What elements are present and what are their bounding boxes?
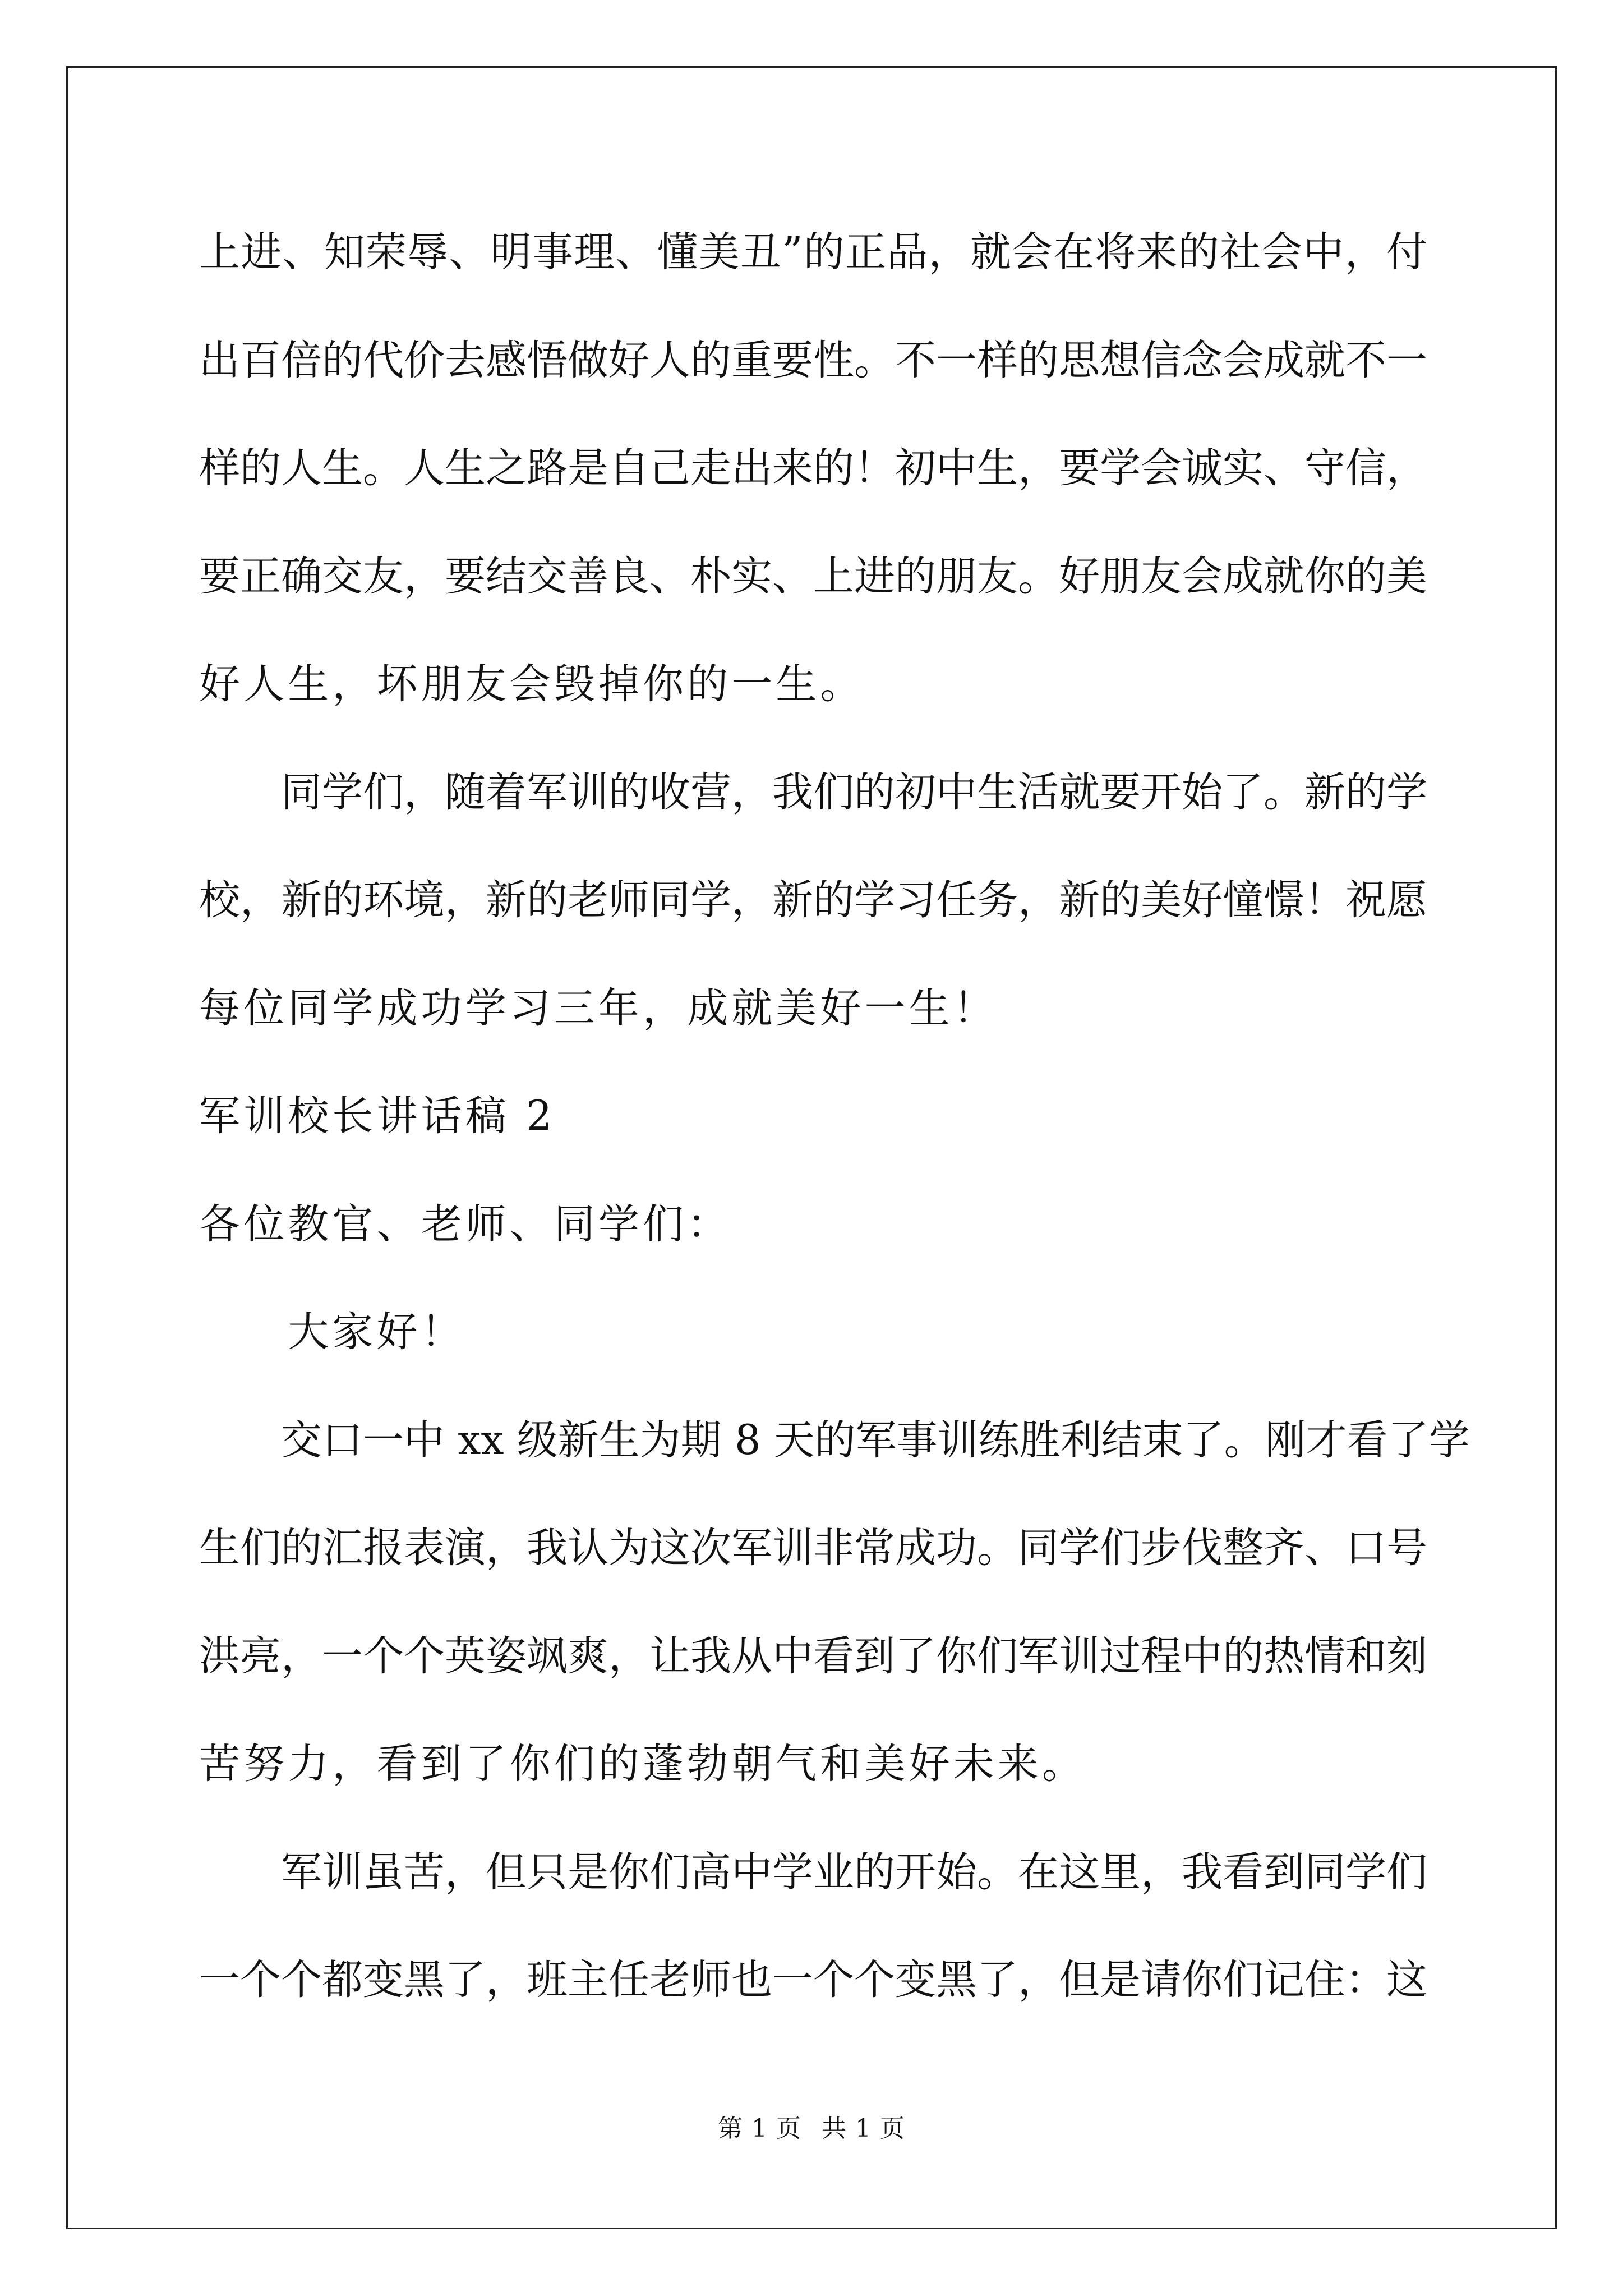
- text-line: 生们的汇报表演，我认为这次军训非常成功。同学们步伐整齐、口号: [199, 1524, 1427, 1572]
- page-number: 第 1 页: [718, 2114, 801, 2143]
- text-line: 样的人生。人生之路是自己走出来的！初中生，要学会诚实、守信，: [199, 444, 1427, 492]
- text-line: 每位同学成功学习三年，成就美好一生！: [199, 984, 998, 1032]
- text-line: 军训虽苦，但只是你们高中学业的开始。在这里，我看到同学们: [199, 1848, 1427, 1896]
- salutation: 各位教官、老师、同学们：: [199, 1200, 732, 1248]
- text-line: 校，新的环境，新的老师同学，新的学习任务，新的美好憧憬！祝愿: [199, 876, 1427, 924]
- text-line: 交口一中 xx 级新生为期 8 天的军事训练胜利结束了。刚才看了学: [199, 1416, 1470, 1464]
- greeting: 大家好！: [199, 1308, 465, 1356]
- text-line: 洪亮，一个个英姿飒爽，让我从中看到了你们军训过程中的热情和刻: [199, 1632, 1427, 1680]
- text-line: 上进、知荣辱、明事理、懂美丑”的正品，就会在将来的社会中，付: [199, 228, 1427, 276]
- text-line: 一个个都变黑了，班主任老师也一个个变黑了，但是请你们记住：这: [199, 1956, 1427, 2004]
- text-line: 苦努力，看到了你们的蓬勃朝气和美好未来。: [199, 1740, 1086, 1788]
- text-line: 好人生，坏朋友会毁掉你的一生。: [199, 660, 865, 708]
- section-heading: 军训校长讲话稿 2: [199, 1092, 556, 1140]
- text-line: 同学们，随着军训的收营，我们的初中生活就要开始了。新的学: [199, 769, 1427, 816]
- text-line: 要正确交友，要结交善良、朴实、上进的朋友。好朋友会成就你的美: [199, 553, 1427, 600]
- page-total: 共 1 页: [822, 2114, 905, 2143]
- text-line: 出百倍的代价去感悟做好人的重要性。不一样的思想信念会成就不一: [199, 337, 1427, 384]
- page-footer: [0, 2112, 1623, 2146]
